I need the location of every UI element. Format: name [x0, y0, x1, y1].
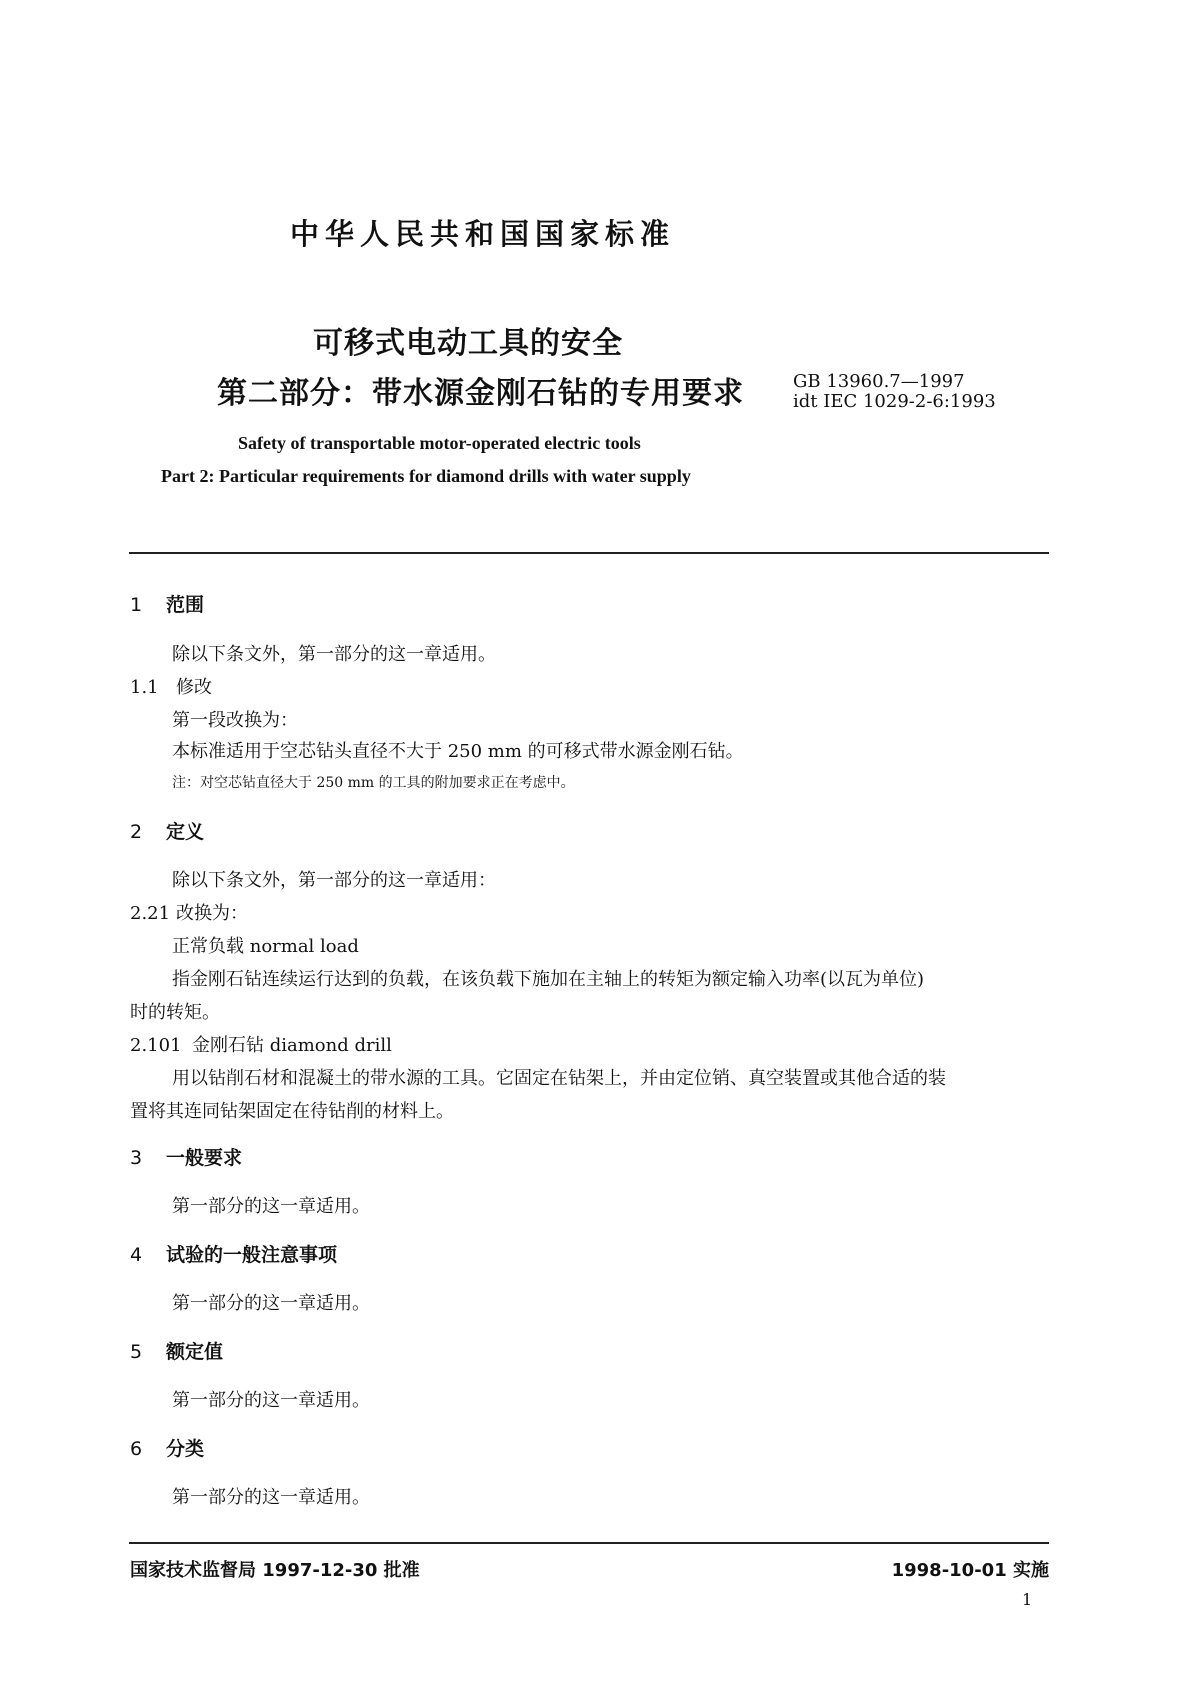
clause-2-21-heading [130, 899, 248, 925]
section-3-heading [130, 1143, 242, 1170]
section-2-text: 除以下条文外，第一部分的这一章适用： [172, 870, 496, 891]
section-number: 4 [130, 1244, 143, 1266]
footer-divider [129, 1542, 1049, 1544]
section-1-heading [130, 590, 204, 617]
clause-1-1-note: 注：对空芯钻直径大于 250 mm 的工具的附加要求正在考虑中。 [172, 775, 575, 791]
clause-title: 修改 [176, 677, 212, 698]
title-cn-line2: 第二部分：带水源金刚石钻的专用要求 [217, 376, 744, 411]
section-3-text: 第一部分的这一章适用。 [172, 1196, 370, 1217]
section-2-heading [130, 817, 204, 844]
header-divider [129, 552, 1049, 554]
standard-number: GB 13960.7—1997 [793, 371, 965, 392]
definition-diamond-drill-line1: 用以钻削石材和混凝土的带水源的工具。它固定在钻架上，并由定位销、真空装置或其他合适的装 [172, 1068, 946, 1089]
page-number: 1 [1022, 1590, 1033, 1609]
standard-number-block [793, 372, 996, 412]
clause-number: 1.1 [130, 677, 159, 698]
definition-normal-load-line2: 时的转矩。 [130, 1002, 220, 1023]
term-diamond-drill: 金刚石钻 diamond drill [192, 1035, 392, 1056]
section-title: 定义 [166, 821, 205, 843]
idt-reference: idt IEC 1029-2-6:1993 [793, 391, 996, 412]
section-number: 5 [130, 1341, 143, 1363]
section-number: 1 [130, 594, 143, 616]
section-6-heading [130, 1434, 204, 1461]
clause-1-1-text: 第一段改换为： [172, 710, 298, 731]
clause-1-1-heading [130, 673, 212, 699]
title-cn-line1: 可移式电动工具的安全 [313, 326, 623, 361]
clause-title: 改换为： [176, 903, 248, 924]
national-standard-heading: 中华人民共和国国家标准 [290, 217, 676, 251]
definition-diamond-drill-line2: 置将其连同钻架固定在待钻削的材料上。 [130, 1101, 454, 1122]
effective-date-line: 1998-10-01 实施 [891, 1560, 1049, 1581]
clause-1-1-scope: 本标准适用于空芯钻头直径不大于 250 mm 的可移式带水源金刚石钻。 [172, 741, 744, 762]
section-5-text: 第一部分的这一章适用。 [172, 1390, 370, 1411]
section-4-text: 第一部分的这一章适用。 [172, 1293, 370, 1314]
section-1-text: 除以下条文外，第一部分的这一章适用。 [172, 644, 496, 665]
title-en-line2: Part 2: Particular requirements for diamond drills with water supply [161, 466, 691, 486]
section-title: 额定值 [166, 1341, 224, 1363]
clause-2-101-heading [130, 1031, 392, 1057]
section-4-heading [130, 1240, 337, 1267]
title-en-line1: Safety of transportable motor-operated electric tools [238, 433, 641, 453]
clause-number: 2.21 [130, 903, 171, 924]
section-number: 2 [130, 821, 143, 843]
section-number: 6 [130, 1438, 143, 1460]
section-5-heading [130, 1337, 223, 1364]
section-title: 范围 [166, 594, 205, 616]
approval-line: 国家技术监督局 1997-12-30 批准 [130, 1560, 420, 1581]
section-title: 分类 [166, 1438, 205, 1460]
clause-number: 2.101 [130, 1035, 182, 1056]
section-number: 3 [130, 1147, 143, 1169]
definition-normal-load-line1: 指金刚石钻连续运行达到的负载，在该负载下施加在主轴上的转矩为额定输入功率(以瓦为单位) [172, 969, 925, 990]
section-title: 一般要求 [166, 1147, 243, 1169]
section-title: 试验的一般注意事项 [166, 1244, 338, 1266]
section-6-text: 第一部分的这一章适用。 [172, 1487, 370, 1508]
term-normal-load: 正常负载 normal load [172, 936, 359, 957]
